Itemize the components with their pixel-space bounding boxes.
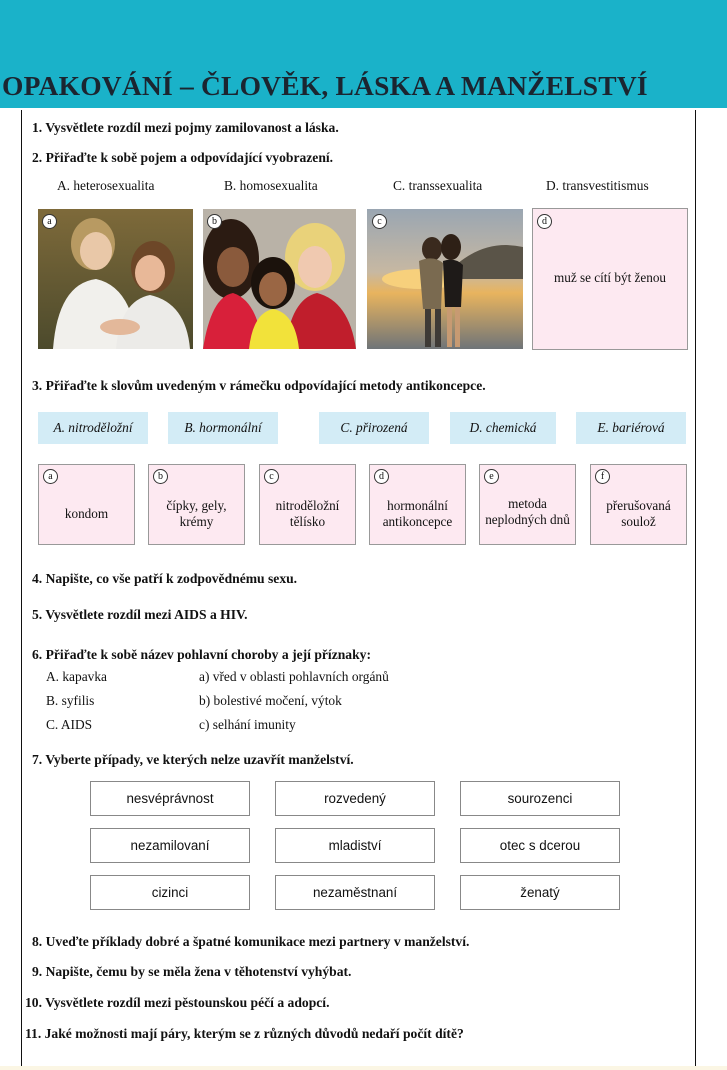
q2-option-b: B. homosexualita	[224, 178, 318, 193]
q7-case: nezamilovaní	[90, 828, 250, 863]
q3-item-c-letter: c	[264, 469, 279, 484]
q3-item-b-text: čípky, gely, krémy	[166, 497, 227, 529]
q3-item-d-letter: d	[374, 469, 389, 484]
q2-option-d: D. transvestitismus	[546, 178, 649, 193]
q7-case: nezaměstnaní	[275, 875, 435, 910]
q3-item-d-text: hormonální antikoncepce	[382, 497, 453, 529]
question-3: 3. Přiřaďte k slovům uvedeným v rámečku odpovídající metody antikoncepce.	[32, 378, 486, 393]
left-margin-line	[21, 110, 22, 1070]
method-a: A. nitroděložní	[38, 412, 148, 444]
photo-c	[367, 209, 523, 349]
question-11: 11. Jaké možnosti mají páry, kterým se z různých důvodů nedaří počít dítě?	[25, 1026, 464, 1041]
q3-item-a-letter: a	[43, 469, 58, 484]
q7-case: ženatý	[460, 875, 620, 910]
q6-disease-a: A. kapavka	[46, 669, 107, 684]
q3-item-b-letter: b	[153, 469, 168, 484]
q6-symptom-a: a) vřed v oblasti pohlavních orgánů	[199, 669, 389, 684]
q3-item-d	[369, 464, 466, 545]
q7-case: nesvéprávnost	[90, 781, 250, 816]
question-2: 2. Přiřaďte k sobě pojem a odpovídající vyobrazení.	[32, 150, 334, 165]
q3-item-f-text: přerušovaná soulož	[606, 497, 671, 529]
q3-item-b	[148, 464, 245, 545]
photo-a-letter: a	[42, 214, 57, 229]
photo-b	[203, 209, 356, 349]
bottom-strip	[0, 1066, 727, 1070]
question-7: 7. Vyberte případy, ve kterých nelze uzavřít manželství.	[32, 752, 354, 767]
photo-b-letter: b	[207, 214, 222, 229]
question-6: 6. Přiřaďte k sobě název pohlavní choroby a její příznaky:	[32, 647, 371, 662]
q6-symptom-c: c) selhání imunity	[199, 717, 296, 732]
question-5: 5. Vysvětlete rozdíl mezi AIDS a HIV.	[32, 607, 248, 622]
q2-option-a: A. heterosexualita	[57, 178, 155, 193]
q3-item-e	[479, 464, 576, 545]
q3-item-f	[590, 464, 687, 545]
method-d: D. chemická	[450, 412, 556, 444]
question-1: 1. Vysvětlete rozdíl mezi pojmy zamilovanost a láska.	[32, 120, 339, 135]
photo-c-letter: c	[372, 214, 387, 229]
box-d	[532, 208, 688, 350]
q3-item-a-text: kondom	[64, 505, 109, 521]
q6-symptom-b: b) bolestivé močení, výtok	[199, 693, 342, 708]
title-bar	[0, 64, 727, 108]
box-d-letter: d	[537, 214, 552, 229]
page-title: OPAKOVÁNÍ – ČLOVĚK, LÁSKA A MANŽELSTVÍ	[2, 70, 648, 101]
q7-case: mladiství	[275, 828, 435, 863]
q2-option-c: C. transsexualita	[393, 178, 483, 193]
q7-case: cizinci	[90, 875, 250, 910]
q6-disease-b: B. syfilis	[46, 693, 95, 708]
q3-item-a	[38, 464, 135, 545]
method-e: E. bariérová	[576, 412, 686, 444]
q3-item-e-letter: e	[484, 469, 499, 484]
q7-case: sourozenci	[460, 781, 620, 816]
right-margin-line	[695, 110, 696, 1070]
photo-a	[38, 209, 193, 349]
q7-case: rozvedený	[275, 781, 435, 816]
q6-disease-c: C. AIDS	[46, 717, 93, 732]
q3-item-c	[259, 464, 356, 545]
q7-case: otec s dcerou	[460, 828, 620, 863]
q3-item-e-text: metoda neplodných dnů	[485, 495, 570, 527]
question-10: 10. Vysvětlete rozdíl mezi pěstounskou péčí a adopcí.	[25, 995, 330, 1010]
question-4: 4. Napište, co vše patří k zodpovědnému sexu.	[32, 571, 298, 586]
q3-item-c-text: nitroděložní tělísko	[275, 497, 340, 529]
q3-item-f-letter: f	[595, 469, 610, 484]
question-9: 9. Napište, čemu by se měla žena v těhotenství vyhýbat.	[32, 964, 352, 979]
box-d-text: muž se cítí být ženou	[553, 270, 667, 285]
question-8: 8. Uveďte příklady dobré a špatné komunikace mezi partnery v manželství.	[32, 934, 470, 949]
header-band	[0, 0, 727, 64]
method-b: B. hormonální	[168, 412, 278, 444]
method-c: C. přirozená	[319, 412, 429, 444]
